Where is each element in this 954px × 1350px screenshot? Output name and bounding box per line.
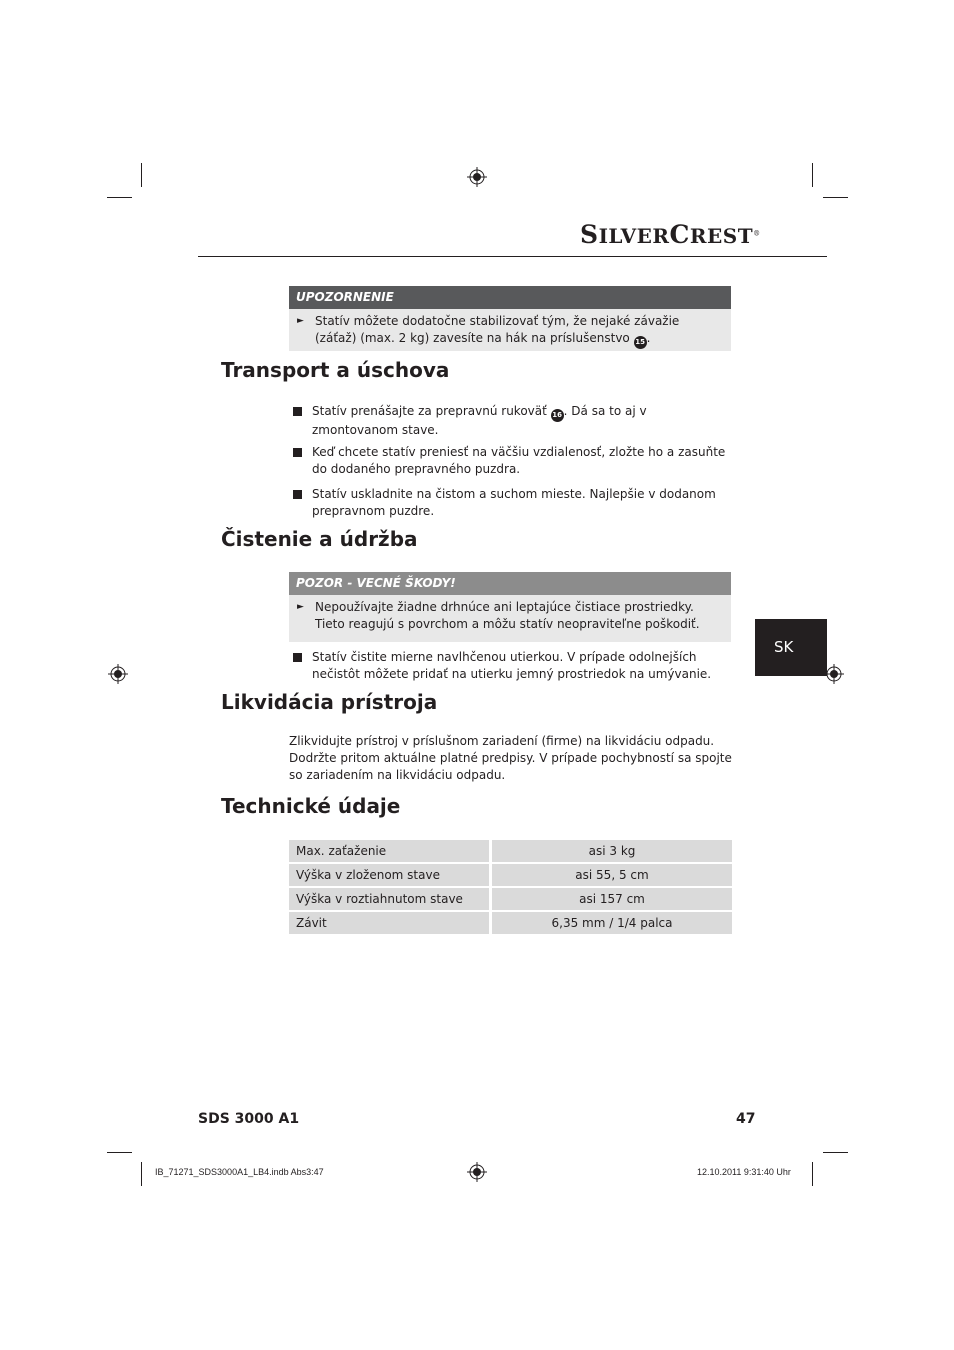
bullet-square-icon bbox=[293, 448, 302, 457]
crop-mark bbox=[812, 1162, 813, 1186]
table-row bbox=[289, 864, 732, 888]
arrow-icon: ► bbox=[297, 602, 304, 612]
warning-body: ► Nepoužívajte žiadne drhnúce ani leptajúce čistiace prostriedky. Tieto reagujú s povrchom a môžu statív neopraviteľne poškodiť. bbox=[289, 595, 731, 642]
slug-file-info: IB_71271_SDS3000A1_LB4.indb Abs3:47 bbox=[155, 1167, 324, 1177]
section-title-transport: Transport a úschova bbox=[221, 358, 450, 382]
section-title-specs: Technické údaje bbox=[221, 794, 401, 818]
crop-mark bbox=[107, 1152, 132, 1153]
table-row bbox=[289, 888, 732, 912]
reference-number-badge: 15 bbox=[634, 336, 647, 349]
spec-label: Závit bbox=[289, 912, 492, 936]
list-item: Keď chcete statív preniesť na väčšiu vzdialenosť, zložte ho a zasuňte do dodaného prepravného puzdra. bbox=[293, 444, 733, 478]
list-item: Statív čistite mierne navlhčenou utierkou. V prípade odolnejších nečistôt môžete pridať na utierku jemný prostriedok na umývanie. bbox=[293, 649, 733, 683]
registration-mark-icon bbox=[108, 664, 128, 684]
crop-mark bbox=[823, 1152, 848, 1153]
crop-mark bbox=[141, 163, 142, 187]
notice-header: UPOZORNENIE bbox=[289, 286, 731, 309]
bullet-square-icon bbox=[293, 653, 302, 662]
crop-mark bbox=[107, 197, 132, 198]
crop-mark bbox=[141, 1162, 142, 1186]
model-name: SDS 3000 A1 bbox=[198, 1111, 300, 1127]
list-item: Statív prenášajte za prepravnú rukoväť 16 . Dá sa to aj v zmontovanom stave. bbox=[293, 403, 733, 439]
spec-value: asi 3 kg bbox=[492, 840, 732, 864]
section-title-cleaning: Čistenie a údržba bbox=[221, 527, 418, 551]
registration-mark-icon bbox=[467, 1162, 487, 1182]
bullet-square-icon bbox=[293, 490, 302, 499]
spec-value: asi 55, 5 cm bbox=[492, 864, 732, 888]
slug-timestamp: 12.10.2011 9:31:40 Uhr bbox=[697, 1167, 791, 1177]
brand-logo: SILVERCREST® bbox=[580, 220, 761, 249]
notice-body: ► Statív môžete dodatočne stabilizovať tým, že nejaké závažie (záťaž) (max. 2 kg) zavesíte na hák na príslušenstvo 15 . bbox=[289, 309, 731, 351]
arrow-icon: ► bbox=[297, 316, 304, 326]
language-tab: SK bbox=[755, 619, 827, 676]
registration-mark-icon bbox=[824, 664, 844, 684]
spec-value: 6,35 mm / 1/4 palca bbox=[492, 912, 732, 936]
reference-number-badge: 16 bbox=[551, 409, 564, 422]
registration-mark-icon bbox=[467, 167, 487, 187]
page-number: 47 bbox=[736, 1111, 756, 1127]
spec-label: Výška v zloženom stave bbox=[289, 864, 492, 888]
crop-mark bbox=[823, 197, 848, 198]
header-rule bbox=[198, 256, 827, 257]
disposal-paragraph: Zlikvidujte prístroj v príslušnom zariadení (firme) na likvidáciu odpadu. Dodržte pritom aktuálne platné predpisy. V prípade pochybností sa spojte so zariadením na likvidáciu odpadu. bbox=[289, 734, 732, 782]
list-item: Statív uskladnite na čistom a suchom mieste. Najlepšie v dodanom prepravnom puzdre. bbox=[293, 486, 733, 520]
spec-label: Výška v roztiahnutom stave bbox=[289, 888, 492, 912]
warning-header: POZOR - VECNÉ ŠKODY! bbox=[289, 572, 731, 595]
crop-mark bbox=[812, 163, 813, 187]
spec-value: asi 157 cm bbox=[492, 888, 732, 912]
bullet-square-icon bbox=[293, 407, 302, 416]
table-row bbox=[289, 912, 732, 936]
table-row bbox=[289, 840, 732, 864]
spec-table bbox=[289, 840, 732, 936]
section-title-disposal: Likvidácia prístroja bbox=[221, 690, 438, 714]
spec-label: Max. zaťaženie bbox=[289, 840, 492, 864]
